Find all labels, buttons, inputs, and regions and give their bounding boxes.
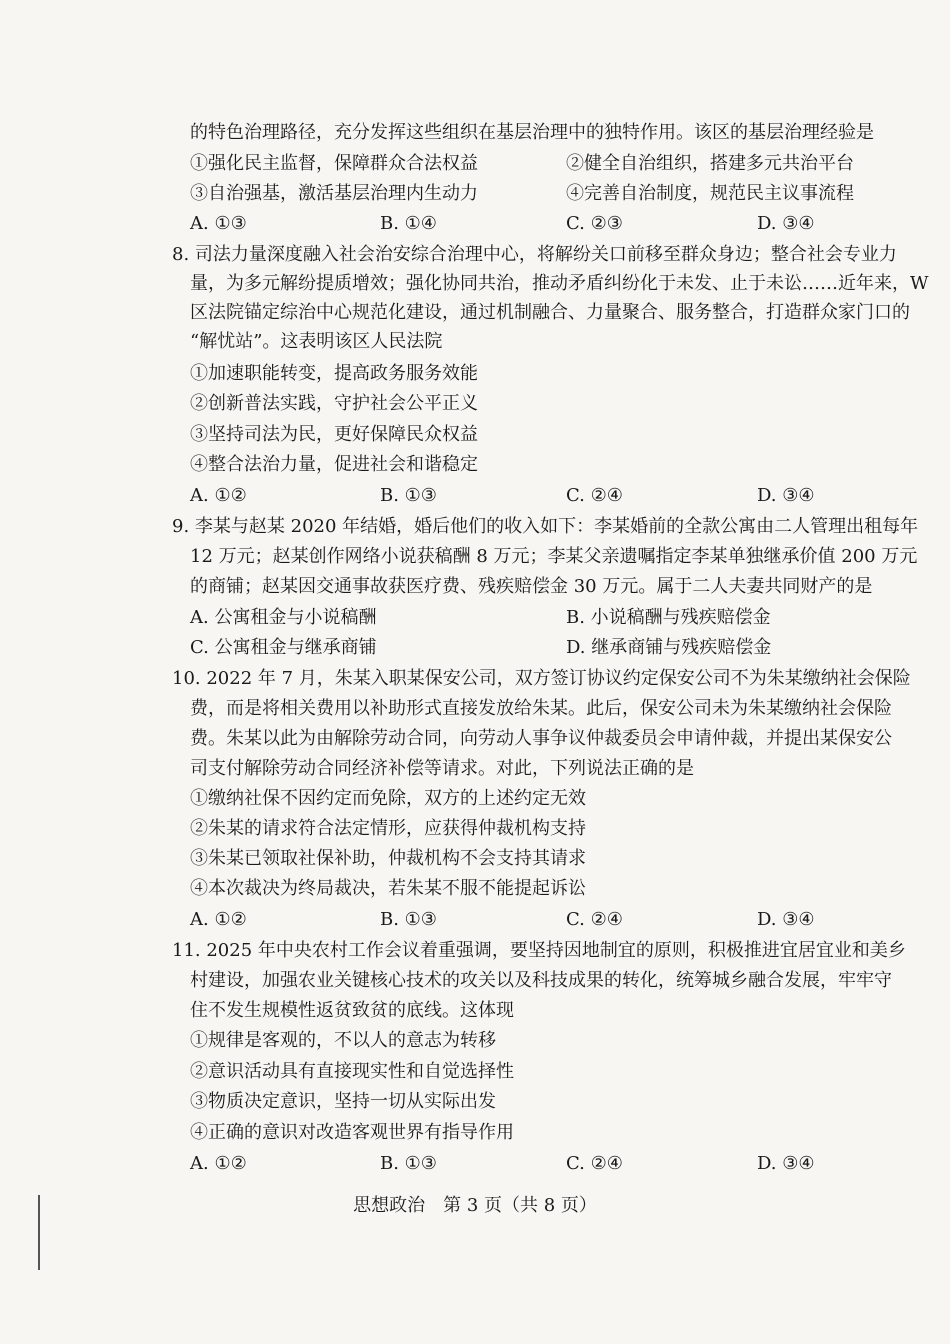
q8-item-3: ③坚持司法为民，更好保障民众权益 — [190, 424, 478, 445]
q9-option-a: A. 公寓租金与小说稿酬 — [190, 607, 377, 628]
q8-line-2: 量，为多元解纷提质增效；强化协同共治，推动矛盾纠纷化于未发、止于未讼……近年来，W — [190, 273, 929, 294]
q8-option-a: A. ①② — [190, 485, 247, 506]
q7-option-a: A. ①③ — [190, 213, 247, 234]
q11-option-d: D. ③④ — [757, 1153, 815, 1174]
q8-line-4: “解忧站”。这表明该区人民法院 — [190, 331, 443, 352]
q8-option-d: D. ③④ — [757, 485, 815, 506]
q10-line-1: 10. 2022 年 7 月，朱某入职某保安公司，双方签订协议约定保安公司不为朱某缴纳社会保险 — [172, 668, 911, 689]
q10-item-4: ④本次裁决为终局裁决，若朱某不服不能提起诉讼 — [190, 878, 586, 899]
q7-item-1: ①强化民主监督，保障群众合法权益 — [190, 153, 478, 174]
q10-option-b: B. ①③ — [380, 909, 437, 930]
q8-line-1: 8. 司法力量深度融入社会治安综合治理中心，将解纷关口前移至群众身边；整合社会专业力 — [172, 244, 897, 265]
q9-line-3: 的商铺；赵某因交通事故获医疗费、残疾赔偿金 30 万元。属于二人夫妻共同财产的是 — [190, 576, 873, 597]
q11-line-3: 住不发生规模性返贫致贫的底线。这体现 — [190, 1000, 514, 1021]
q11-item-1: ①规律是客观的，不以人的意志为转移 — [190, 1030, 496, 1051]
q7-item-2: ②健全自治组织，搭建多元共治平台 — [566, 153, 854, 174]
q7-intro-line: 的特色治理路径，充分发挥这些组织在基层治理中的独特作用。该区的基层治理经验是 — [190, 122, 874, 143]
q9-option-d: D. 继承商铺与残疾赔偿金 — [566, 637, 772, 658]
q9-line-1: 9. 李某与赵某 2020 年结婚，婚后他们的收入如下：李某婚前的全款公寓由二人管理出租每年 — [172, 516, 919, 537]
q7-option-d: D. ③④ — [757, 213, 815, 234]
q8-option-c: C. ②④ — [566, 485, 623, 506]
q10-option-a: A. ①② — [190, 909, 247, 930]
q8-item-1: ①加速职能转变，提高政务服务效能 — [190, 363, 478, 384]
q11-option-a: A. ①② — [190, 1153, 247, 1174]
q9-option-c: C. 公寓租金与继承商铺 — [190, 637, 377, 658]
q10-item-3: ③朱某已领取社保补助，仲裁机构不会支持其请求 — [190, 848, 586, 869]
q11-option-c: C. ②④ — [566, 1153, 623, 1174]
q10-option-c: C. ②④ — [566, 909, 623, 930]
q10-item-2: ②朱某的请求符合法定情形，应获得仲裁机构支持 — [190, 818, 586, 839]
q8-line-3: 区法院锚定综治中心规范化建设，通过机制融合、力量聚合、服务整合，打造群众家门口的 — [190, 302, 910, 323]
q8-item-2: ②创新普法实践，守护社会公平正义 — [190, 393, 478, 414]
q11-line-2: 村建设，加强农业关键核心技术的攻关以及科技成果的转化，统筹城乡融合发展，牢牢守 — [190, 970, 892, 991]
q9-line-2: 12 万元；赵某创作网络小说获稿酬 8 万元；李某父亲遗嘱指定李某单独继承价值 200 万元 — [190, 546, 918, 567]
q7-option-b: B. ①④ — [380, 213, 437, 234]
q11-item-2: ②意识活动具有直接现实性和自觉选择性 — [190, 1061, 514, 1082]
q11-item-3: ③物质决定意识，坚持一切从实际出发 — [190, 1091, 496, 1112]
q11-line-1: 11. 2025 年中央农村工作会议着重强调，要坚持因地制宜的原则，积极推进宜居宜业和美乡 — [172, 940, 906, 961]
q8-item-4: ④整合法治力量，促进社会和谐稳定 — [190, 454, 478, 475]
q11-option-b: B. ①③ — [380, 1153, 437, 1174]
q10-option-d: D. ③④ — [757, 909, 815, 930]
q10-item-1: ①缴纳社保不因约定而免除，双方的上述约定无效 — [190, 788, 586, 809]
q10-line-3: 费。朱某以此为由解除劳动合同，向劳动人事争议仲裁委员会申请仲裁，并提出某保安公 — [190, 728, 892, 749]
q8-option-b: B. ①③ — [380, 485, 437, 506]
q10-line-4: 司支付解除劳动合同经济补偿等请求。对此，下列说法正确的是 — [190, 758, 694, 779]
q7-item-4: ④完善自治制度，规范民主议事流程 — [566, 183, 854, 204]
q7-option-c: C. ②③ — [566, 213, 623, 234]
q10-line-2: 费，而是将相关费用以补助形式直接发放给朱某。此后，保安公司未为朱某缴纳社会保险 — [190, 698, 892, 719]
q11-item-4: ④正确的意识对改造客观世界有指导作用 — [190, 1122, 514, 1143]
q7-item-3: ③自治强基，激活基层治理内生动力 — [190, 183, 478, 204]
q9-option-b: B. 小说稿酬与残疾赔偿金 — [566, 607, 771, 628]
page-footer: 思想政治 第 3 页（共 8 页） — [353, 1195, 597, 1216]
